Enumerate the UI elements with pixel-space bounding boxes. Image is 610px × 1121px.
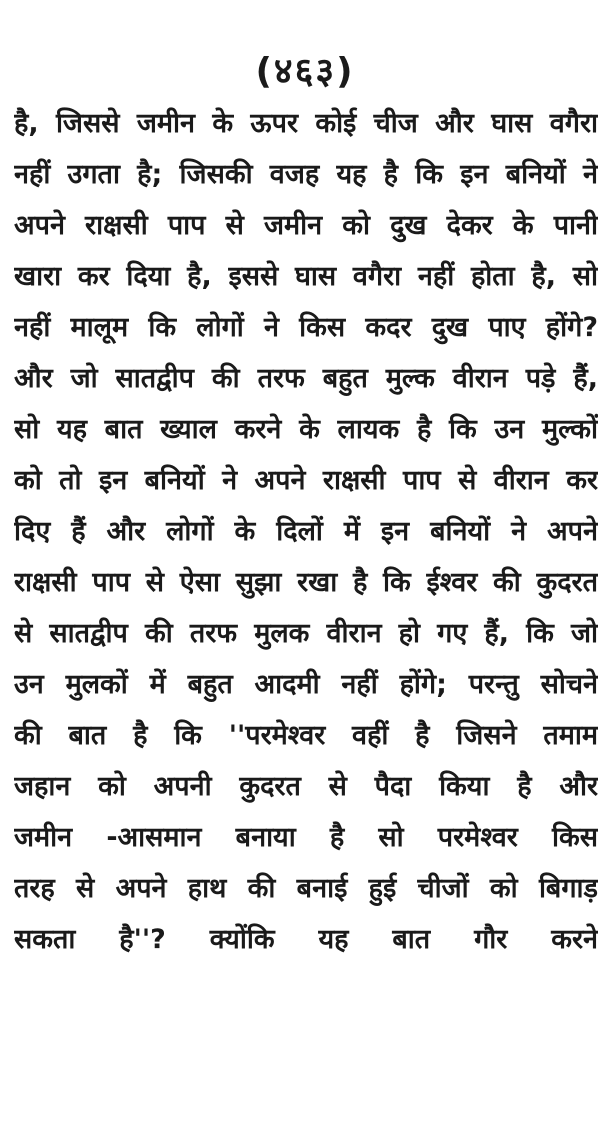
text-line-5: नहीं मालूम कि लोगों ने किस कदर दुख पाए होंगे? [14,312,598,343]
text-line-8: को तो इन बनियों ने अपने राक्षसी पाप से वीरान कर [14,465,598,496]
text-line-11: से सातद्वीप की तरफ मुलक वीरान हो गए हैं, कि जो [14,618,598,649]
text-line-3: अपने राक्षसी पाप से जमीन को दुख देकर के पानी [14,210,598,241]
text-line-14: जहान को अपनी कुदरत से पैदा किया है और [14,771,598,802]
text-line-16: तरह से अपने हाथ की बनाई हुई चीजों को बिगाड़ [14,873,598,904]
text-line-6: और जो सातद्वीप की तरफ बहुत मुल्क वीरान पड़े हैं, [14,363,598,394]
text-line-15: जमीन -आसमान बनाया है सो परमेश्वर किस [14,822,598,853]
text-line-7: सो यह बात ख्याल करने के लायक है कि उन मुल्कों [14,414,598,445]
text-line-4: खारा कर दिया है, इससे घास वगैरा नहीं होता है, सो [14,261,598,292]
text-line-17: सकता है''? क्योंकि यह बात गौर करने [14,924,598,955]
text-line-12: उन मुलकों में बहुत आदमी नहीं होंगे; परन्तु सोचने [14,669,598,700]
text-line-10: राक्षसी पाप से ऐसा सुझा रखा है कि ईश्वर की कुदरत [14,567,598,598]
text-line-2: नहीं उगता है; जिसकी वजह यह है कि इन बनियों ने [14,159,598,190]
text-line-13: की बात है कि ''परमेश्वर वहीं है जिसने तमाम [14,720,598,751]
page-number: (४६३) [255,51,355,92]
body-text [14,98,598,965]
text-line-1: है, जिससे जमीन के ऊपर कोई चीज और घास वगैरा [14,108,598,139]
text-line-9: दिए हैं और लोगों के दिलों में इन बनियों ने अपने [14,516,598,547]
